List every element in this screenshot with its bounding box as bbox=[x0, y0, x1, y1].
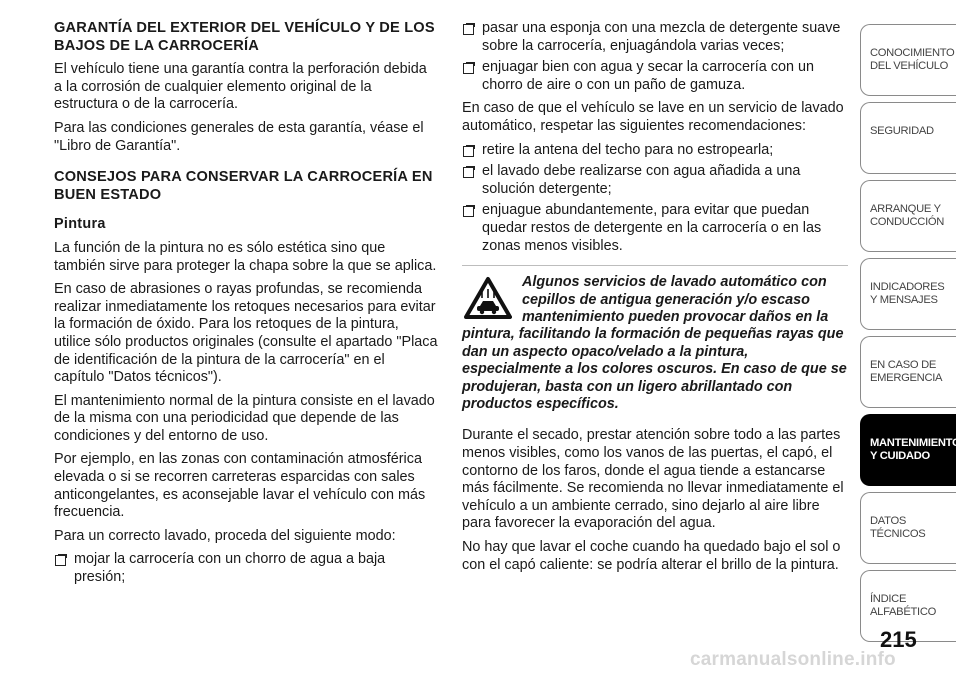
paragraph: La función de la pintura no es sólo estética sino que también sirve para proteger la chapa sobre la que se aplica. bbox=[54, 239, 437, 274]
tab-mantenimiento-y-cuidado[interactable]: MANTENIMIENTO Y CUIDADO bbox=[860, 414, 956, 486]
section-heading-warranty: GARANTÍA DEL EXTERIOR DEL VEHÍCULO Y DE LOS BAJOS DE LA CARROCERÍA bbox=[54, 20, 435, 54]
checkbox-bullet-icon bbox=[463, 206, 474, 217]
list-item: mojar la carrocería con un chorro de agua a baja presión; bbox=[54, 551, 438, 586]
paragraph: Por ejemplo, en las zonas con contaminación atmosférica elevada o si se recorren carreteras esparcidas con sales anticongelantes, es aconsejable lavar el vehículo con más frecuencia. bbox=[54, 451, 426, 521]
paragraph: El vehículo tiene una garantía contra la perforación debida a la corrosión de cualquier elemento original de la estructura o de la carrocería. bbox=[54, 61, 427, 113]
warning-note bbox=[462, 265, 848, 413]
tab-indice-alfabetico[interactable]: ÍNDICE ALFABÉTICO bbox=[860, 570, 956, 642]
bullet-list bbox=[54, 551, 438, 586]
list-item: enjuague abundantemente, para evitar que puedan quedar restos de detergente en la carrocería o en las zonas menos visibles. bbox=[462, 202, 848, 255]
watermark: carmanualsonline.info bbox=[690, 649, 896, 670]
paragraph: En caso de abrasiones o rayas profundas, se recomienda realizar inmediatamente los retoques necesarios para evitar la formación de óxido. Para los retoques de la pintura, utilice sólo productos originales (consulte el apartado "Placa de identificación de la pintura de la carrocería" en el capítulo "Datos técnicos"). bbox=[54, 281, 438, 386]
tab-seguridad[interactable]: SEGURIDAD bbox=[860, 102, 956, 174]
paragraph: No hay que lavar el coche cuando ha quedado bajo el sol o con el capó caliente: se podría alterar el brillo de la pintura. bbox=[462, 538, 841, 573]
list-item: el lavado debe realizarse con agua añadida a una solución detergente; bbox=[462, 163, 848, 198]
tab-arranque-y-conduccion[interactable]: ARRANQUE Y CONDUCCIÓN bbox=[860, 180, 956, 252]
paragraph: Para un correcto lavado, proceda del siguiente modo: bbox=[54, 527, 396, 544]
warning-text: Algunos servicios de lavado automático con cepillos de antigua generación y/o escaso mantenimiento pueden provocar daños en la pintura, facilitando la formación de pequeñas rayas que dan un aspecto opaco/velado a la pintura, especialmente a los colores oscuros. En caso de que se produjeran, basta con un ligero abrillantado con productos específicos. bbox=[462, 274, 847, 412]
subheading-paint: Pintura bbox=[54, 216, 106, 233]
list-item: enjuagar bien con agua y secar la carrocería con un chorro de aire o con un paño de gamuza. bbox=[462, 59, 848, 94]
checkbox-bullet-icon bbox=[55, 555, 66, 566]
list-item: retire la antena del techo para no estropearla; bbox=[462, 142, 848, 160]
chapter-tabs bbox=[858, 0, 960, 678]
tab-conocimiento-del-vehiculo[interactable]: CONOCIMIENTO DEL VEHÍCULO bbox=[860, 24, 956, 96]
paragraph: Durante el secado, prestar atención sobre todo a las partes menos visibles, como los vanos de las puertas, el capó, el contorno de los faros, donde el agua tiende a estancarse más fácilmente. Se recomienda no llevar inmediatamente el vehículo a un ambiente cerrado, sino dejarlo al aire libre para favorecer la evaporación del agua. bbox=[462, 427, 844, 532]
checkbox-bullet-icon bbox=[463, 167, 474, 178]
left-column bbox=[54, 20, 438, 593]
bullet-list bbox=[462, 142, 848, 256]
right-column bbox=[462, 20, 848, 580]
paragraph: El mantenimiento normal de la pintura consiste en el lavado de la misma con una periodicidad que depende de las condiciones y del entorno de uso. bbox=[54, 392, 435, 444]
list-item: pasar una esponja con una mezcla de detergente suave sobre la carrocería, enjuagándola varias veces; bbox=[462, 20, 848, 55]
checkbox-bullet-icon bbox=[463, 146, 474, 157]
page-number: 215 bbox=[880, 627, 917, 652]
checkbox-bullet-icon bbox=[463, 63, 474, 74]
tab-indicadores-y-mensajes[interactable]: INDICADORES Y MENSAJES bbox=[860, 258, 956, 330]
tab-en-caso-de-emergencia[interactable]: EN CASO DE EMERGENCIA bbox=[860, 336, 956, 408]
paragraph: En caso de que el vehículo se lave en un servicio de lavado automático, respetar las siguientes recomendaciones: bbox=[462, 100, 844, 134]
tab-datos-tecnicos[interactable]: DATOS TÉCNICOS bbox=[860, 492, 956, 564]
section-heading-care-tips: CONSEJOS PARA CONSERVAR LA CARROCERÍA EN BUEN ESTADO bbox=[54, 169, 433, 203]
checkbox-bullet-icon bbox=[463, 24, 474, 35]
bullet-list bbox=[462, 20, 848, 94]
paragraph: Para las condiciones generales de esta garantía, véase el "Libro de Garantía". bbox=[54, 119, 424, 154]
car-wash-warning-triangle-icon bbox=[464, 276, 512, 320]
